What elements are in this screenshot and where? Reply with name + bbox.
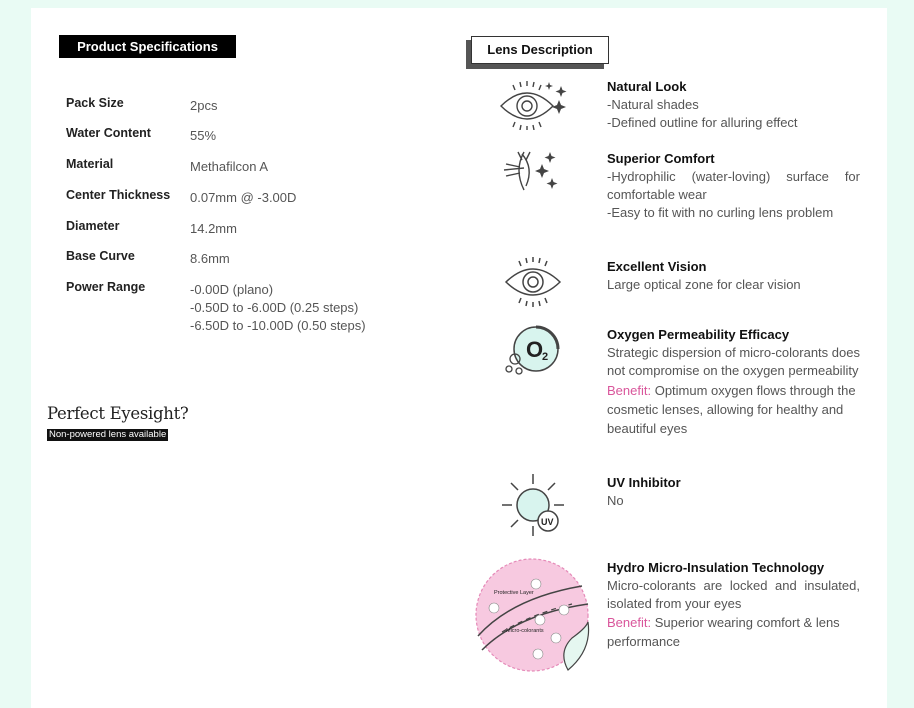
product-specifications-title: Product Specifications [59,35,236,58]
spec-label: Material [66,157,114,171]
feature-title: Hydro Micro-Insulation Technology [607,560,825,575]
feature-line: -Defined outline for alluring effect [607,115,798,130]
feature-line: Large optical zone for clear vision [607,277,801,292]
perfect-eyesight-title: Perfect Eyesight? [47,404,189,423]
feature-excellent-vision [607,258,860,294]
protective-layer-label: Protective Layer [494,590,534,596]
feature-line: No [607,493,624,508]
benefit-text: Optimum oxygen flows through the cosmetic lenses, allowing for healthy and beautiful eyes [607,383,856,436]
spec-value-line: -0.50D to -6.00D (0.25 steps) [190,300,359,315]
feature-benefit [607,613,860,651]
spec-value: 14.2mm [190,221,237,236]
feature-title: Natural Look [607,79,687,94]
spec-value-line: -0.00D (plano) [190,282,274,297]
oxygen-icon [505,325,561,377]
spec-value: 8.6mm [190,251,230,266]
feature-line: -Easy to fit with no curling lens problem [607,205,834,220]
eye-icon [503,256,563,308]
feature-benefit [607,381,860,438]
feature-natural-look [607,78,860,132]
spec-value: 2pcs [190,98,218,113]
spec-label: Center Thickness [66,188,171,202]
feature-title: Superior Comfort [607,151,715,166]
feature-line: Micro-colorants are locked and insulated, isolated from your eyes [607,578,860,611]
feature-title: Oxygen Permeability Efficacy [607,327,790,342]
spec-value-line: -6.50D to -10.00D (0.50 steps) [190,318,366,333]
feature-uv-inhibitor [607,474,860,510]
feature-line: -Natural shades [607,97,699,112]
power-range-values [190,281,366,335]
o2-subscript: 2 [542,351,549,363]
micro-colorants-label: Micro-colorants [506,628,544,634]
feature-title: UV Inhibitor [607,475,681,490]
perfect-eyesight-subtitle: Non-powered lens available [49,429,167,440]
feature-hydro-micro-insulation [607,559,860,651]
perfect-eyesight-banner [47,404,189,442]
feature-oxygen-permeability [607,326,860,438]
lens-description-title: Lens Description [471,36,609,64]
lens-layer-diagram-icon [472,558,594,674]
benefit-label: Benefit: [607,383,652,398]
o2-label: O [526,337,544,362]
spec-label: Power Range [66,280,146,294]
feature-title: Excellent Vision [607,259,707,274]
feature-line: -Hydrophilic (water-loving) surface for comfortable wear [607,169,860,202]
spec-label: Water Content [66,126,151,140]
spec-label: Pack Size [66,96,124,110]
spec-value: Methafilcon A [190,159,269,174]
side-eye-sparkle-icon [500,148,564,196]
uv-label: UV [541,517,554,527]
spec-value: 0.07mm @ -3.00D [190,190,297,205]
spec-value: 55% [190,128,217,143]
feature-line: Strategic dispersion of micro-colorants does not compromise on the oxygen permeability [607,345,860,378]
feature-superior-comfort [607,150,860,222]
uv-sun-icon [500,472,566,538]
eye-sparkle-icon [497,78,569,130]
spec-label: Base Curve [66,249,135,263]
spec-label: Diameter [66,219,120,233]
benefit-label: Benefit: [607,615,652,630]
benefit-text: Superior wearing comfort & lens performance [607,615,840,649]
